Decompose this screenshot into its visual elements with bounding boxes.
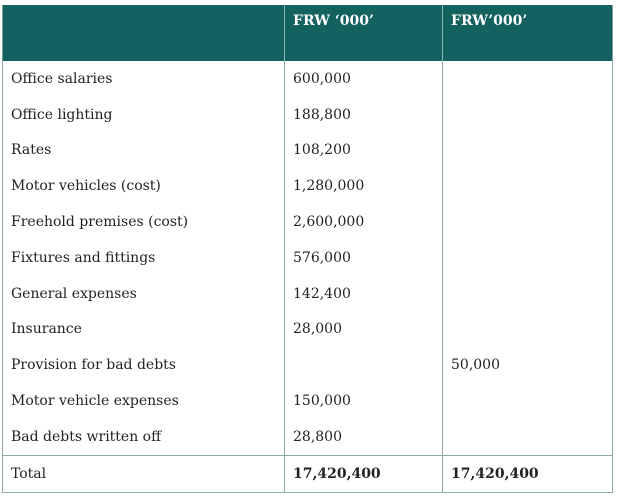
table-row [3,312,613,348]
header-credit-column: FRW’000’ [443,5,613,61]
row-debit: 600,000 [285,61,443,97]
row-label: Office lighting [3,97,285,133]
row-debit: 28,000 [285,312,443,348]
row-label: Insurance [3,312,285,348]
row-debit: 150,000 [285,383,443,419]
row-credit [443,61,613,97]
row-debit [285,347,443,383]
row-credit [443,133,613,169]
table-row [3,347,613,383]
table-row [3,419,613,455]
row-label: Office salaries [3,61,285,97]
row-debit: 2,600,000 [285,204,443,240]
table-row [3,97,613,133]
table-row [3,168,613,204]
header-debit-column: FRW ‘000’ [285,5,443,61]
table-row [3,61,613,97]
row-debit: 108,200 [285,133,443,169]
row-label: Fixtures and fittings [3,240,285,276]
total-label: Total [3,455,285,492]
row-debit: 142,400 [285,276,443,312]
trial-balance-container [2,5,613,493]
row-debit: 576,000 [285,240,443,276]
row-label: Bad debts written off [3,419,285,455]
row-label: Motor vehicle expenses [3,383,285,419]
row-credit [443,204,613,240]
table-row [3,276,613,312]
row-credit [443,383,613,419]
row-credit [443,312,613,348]
row-debit: 28,800 [285,419,443,455]
row-credit [443,419,613,455]
row-credit [443,276,613,312]
row-label: Provision for bad debts [3,347,285,383]
row-credit [443,168,613,204]
row-label: Motor vehicles (cost) [3,168,285,204]
table-row [3,383,613,419]
table-row [3,240,613,276]
trial-balance-table [2,5,613,493]
row-debit: 1,280,000 [285,168,443,204]
header-row [3,5,613,61]
table-row [3,204,613,240]
row-credit: 50,000 [443,347,613,383]
total-debit: 17,420,400 [285,455,443,492]
row-label: Freehold premises (cost) [3,204,285,240]
total-credit: 17,420,400 [443,455,613,492]
row-label: Rates [3,133,285,169]
row-debit: 188,800 [285,97,443,133]
header-label-column [3,5,285,61]
total-row [3,455,613,492]
row-credit [443,97,613,133]
table-row [3,133,613,169]
row-label: General expenses [3,276,285,312]
row-credit [443,240,613,276]
